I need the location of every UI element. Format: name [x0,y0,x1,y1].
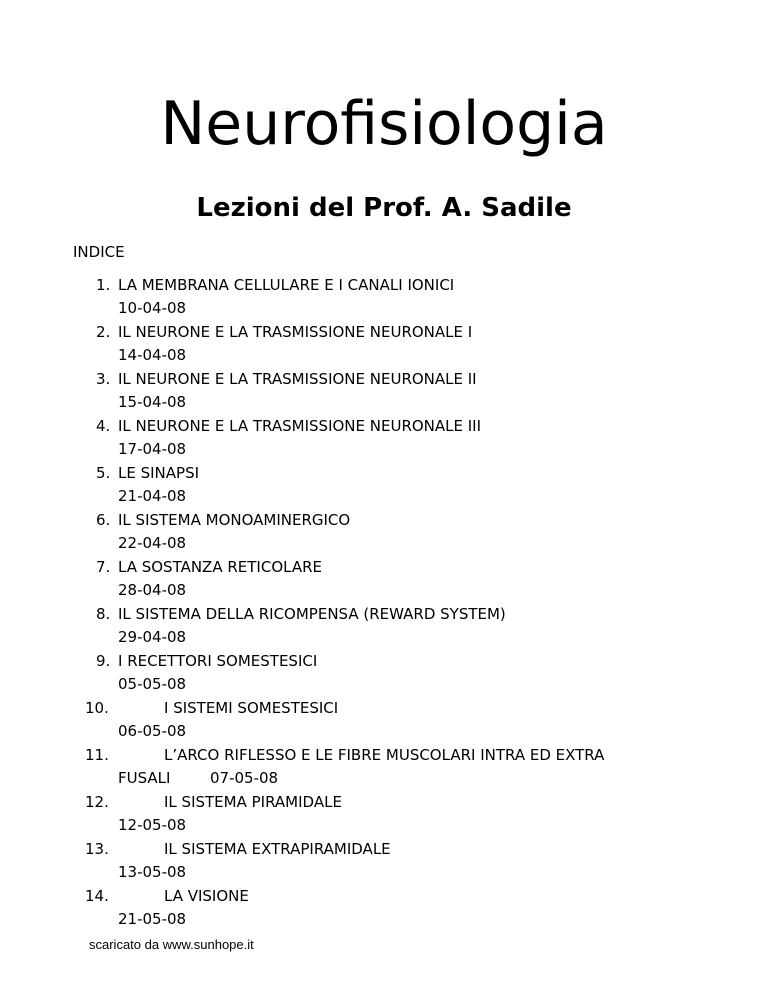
entry-date: 06-05-08 [118,722,187,740]
entry-number: 7. [96,558,111,576]
entry-number: 2. [96,323,111,341]
entry-number: 5. [96,464,111,482]
entry-number: 8. [96,605,111,623]
entry-date: 05-05-08 [118,675,187,693]
document-subtitle: Lezioni del Prof. A. Sadile [196,193,572,223]
entry-date: 21-04-08 [118,487,187,505]
entry-title: I RECETTORI SOMESTESICI [118,652,318,670]
entry-title: IL NEURONE E LA TRASMISSIONE NEURONALE II [118,370,477,388]
entry-title: IL SISTEMA DELLA RICOMPENSA (REWARD SYSTEM) [118,605,506,623]
entry-title: L’ARCO RIFLESSO E LE FIBRE MUSCOLARI INTRA ED EXTRA [164,746,605,764]
entry-title: LA MEMBRANA CELLULARE E I CANALI IONICI [118,276,455,294]
entry-title: LA VISIONE [164,887,249,905]
entry-title: LE SINAPSI [118,464,200,482]
entry-date: 28-04-08 [118,581,187,599]
entry-number: 3. [96,370,111,388]
entry-title: IL SISTEMA MONOAMINERGICO [118,511,351,529]
entry-date: 22-04-08 [118,534,187,552]
entry-date: 21-05-08 [118,910,187,928]
entry-date: 12-05-08 [118,816,187,834]
document-title: Neurofisiologia [160,89,608,159]
entry-number: 13. [85,840,109,858]
entry-number: 4. [96,417,111,435]
entry-date: 17-04-08 [118,440,187,458]
entry-date: 29-04-08 [118,628,187,646]
entry-number: 14. [85,887,109,905]
entry-date: 15-04-08 [118,393,187,411]
entry-title-continuation: FUSALI [118,769,171,787]
entry-date: 14-04-08 [118,346,187,364]
entry-title: IL SISTEMA EXTRAPIRAMIDALE [164,840,391,858]
entry-title: I SISTEMI SOMESTESICI [164,699,339,717]
entry-number: 9. [96,652,111,670]
entry-title: IL NEURONE E LA TRASMISSIONE NEURONALE I [118,323,473,341]
entry-title: IL NEURONE E LA TRASMISSIONE NEURONALE III [118,417,482,435]
entry-number: 10. [85,699,109,717]
entry-title: LA SOSTANZA RETICOLARE [118,558,322,576]
entry-date: 10-04-08 [118,299,187,317]
entry-number: 11. [85,746,109,764]
footer-source: scaricato da www.sunhope.it [89,937,254,952]
entry-number: 12. [85,793,109,811]
entry-date: 13-05-08 [118,863,187,881]
entry-date: 07-05-08 [210,769,279,787]
entry-title: IL SISTEMA PIRAMIDALE [164,793,342,811]
entry-number: 6. [96,511,111,529]
entry-number: 1. [96,276,111,294]
index-heading: INDICE [73,243,125,261]
